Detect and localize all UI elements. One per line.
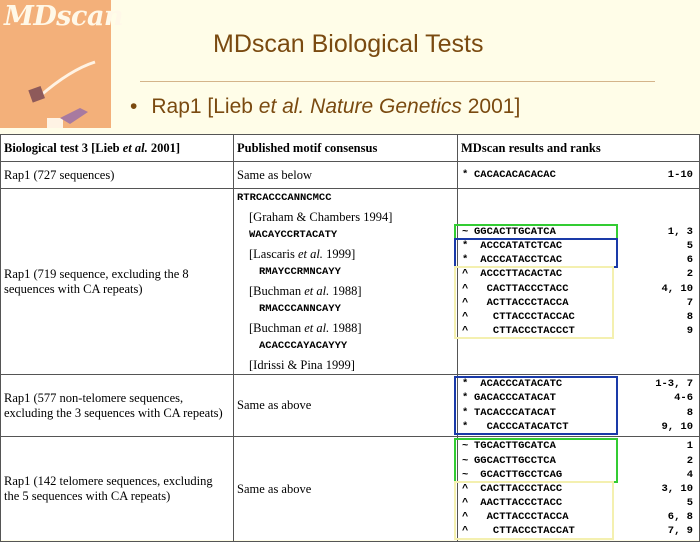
result-rank: 1-10 (667, 168, 693, 181)
result-rank: 5 (686, 239, 693, 252)
result-mark: ^ (462, 482, 469, 495)
result-sequence: ACCCTTACACTAC (474, 268, 563, 281)
result-rank: 1-3, 7 (655, 378, 693, 391)
header-mdscan-results: MDscan results and ranks (458, 135, 700, 162)
result-rank: 4, 10 (661, 282, 693, 295)
result-sequence: ACTTACCCTACCA (474, 296, 569, 309)
published-cell: Same as below (234, 162, 458, 189)
motif-consensus: WACAYCCRTACATY (249, 229, 338, 241)
result-rank: 6 (686, 254, 693, 267)
test-name-cell: Rap1 (577 non-telomere sequences, excluding the 3 sequences with CA repeats) (1, 375, 234, 437)
result-rank: 4-6 (674, 392, 693, 405)
motif-consensus: RMACCCANNCAYY (259, 303, 341, 315)
bullet-journal: Nature Genetics (310, 95, 462, 118)
result-mark: * (462, 406, 469, 419)
header-biological-test: Biological test 3 [Lieb et al. 2001] (1, 135, 234, 162)
result-rank: 7 (686, 296, 693, 309)
header-published-motif: Published motif consensus (234, 135, 458, 162)
result-mark: ^ (462, 282, 469, 295)
bullet-point (130, 95, 520, 119)
motif-reference: [Idrissi & Pina 1999] (249, 357, 355, 372)
result-sequence: CACCCATACATCT (474, 420, 569, 433)
result-rank: 2 (686, 454, 693, 467)
result-sequence: CACTTACCCTACC (474, 282, 569, 295)
published-cell: Same as above (234, 437, 458, 542)
result-sequence: GGCACTTGCATCA (474, 225, 556, 238)
result-sequence: CACTTACCCTACC (474, 482, 563, 495)
result-line (458, 454, 699, 468)
result-rank: 6, 8 (667, 511, 693, 524)
motif-consensus: RTRCACCCANNCMCC (237, 192, 332, 204)
table-row (1, 162, 700, 189)
table-row (1, 189, 700, 375)
title-divider (140, 81, 655, 82)
result-rank: 9, 10 (661, 420, 693, 433)
test-name-cell: Rap1 (142 telomere sequences, excluding the 5 sequences with CA repeats) (1, 437, 234, 542)
result-line (458, 310, 699, 324)
published-cell: Same as above (234, 375, 458, 437)
result-sequence: ACACCCATACATC (474, 378, 563, 391)
table-header-row (1, 135, 700, 162)
result-mark: ~ (462, 440, 469, 453)
result-line (458, 239, 699, 253)
result-mark: ^ (462, 511, 469, 524)
result-line (458, 510, 699, 524)
result-line (458, 420, 699, 434)
motif-reference: [Buchman et al. 1988] (249, 283, 362, 298)
bullet-etal: et al. (258, 95, 305, 118)
result-line (458, 377, 699, 391)
test-name-cell: Rap1 (727 sequences) (1, 162, 234, 189)
result-line (458, 225, 699, 239)
motif-reference: [Buchman et al. 1988] (249, 320, 362, 335)
result-mark: ~ (462, 454, 469, 467)
results-list (458, 168, 699, 182)
result-mark: * (462, 420, 469, 433)
results-cell (458, 375, 700, 437)
result-line (458, 253, 699, 267)
result-line (458, 439, 699, 453)
result-line (458, 482, 699, 496)
result-mark: ~ (462, 225, 469, 238)
result-sequence: CTTACCCTACCAC (474, 310, 575, 323)
result-mark: ^ (462, 296, 469, 309)
result-sequence: CACACACACACAC (474, 168, 556, 181)
result-sequence: TACACCCATACAT (474, 406, 556, 419)
result-line (458, 406, 699, 420)
result-sequence: ACCCATATCTCAC (474, 239, 563, 252)
results-list (458, 225, 699, 339)
result-rank: 1 (686, 440, 693, 453)
result-line (458, 496, 699, 510)
slide-title: MDscan Biological Tests (213, 30, 484, 58)
result-mark: * (462, 254, 469, 267)
result-sequence: GCACTTGCCTCAG (474, 468, 563, 481)
motif-reference: [Lascaris et al. 1999] (249, 246, 356, 261)
result-rank: 8 (686, 310, 693, 323)
result-line (458, 324, 699, 338)
table-row (1, 437, 700, 542)
result-sequence: CTTACCCTACCAT (474, 525, 575, 538)
result-rank: 7, 9 (667, 525, 693, 538)
result-line (458, 267, 699, 281)
bullet-prefix: Rap1 [Lieb (151, 95, 259, 118)
results-list (458, 377, 699, 434)
test-name-cell: Rap1 (719 sequence, excluding the 8 sequences with CA repeats) (1, 189, 234, 375)
table-row (1, 375, 700, 437)
result-mark: ^ (462, 325, 469, 338)
result-rank: 3, 10 (661, 482, 693, 495)
result-mark: * (462, 378, 469, 391)
result-line (458, 468, 699, 482)
result-line (458, 524, 699, 538)
result-mark: * (462, 168, 469, 181)
result-sequence: GACACCCATACAT (474, 392, 556, 405)
result-sequence: CTTACCCTACCCT (474, 325, 575, 338)
result-sequence: TGCACTTGCATCA (474, 440, 556, 453)
result-sequence: ACTTACCCTACCA (474, 511, 569, 524)
bullet-year: 2001] (461, 95, 521, 118)
results-cell (458, 189, 700, 375)
result-mark: * (462, 392, 469, 405)
result-rank: 5 (686, 497, 693, 510)
result-rank: 2 (686, 268, 693, 281)
bullet-dot-icon: • (130, 95, 138, 118)
motif-reference: [Graham & Chambers 1994] (249, 209, 393, 224)
result-line (458, 296, 699, 310)
result-rank: 8 (686, 406, 693, 419)
results-cell (458, 162, 700, 189)
results-cell (458, 437, 700, 542)
results-table (0, 134, 700, 542)
result-line (458, 282, 699, 296)
result-mark: ^ (462, 310, 469, 323)
result-mark: * (462, 239, 469, 252)
result-mark: ^ (462, 268, 469, 281)
result-rank: 1, 3 (667, 225, 693, 238)
result-rank: 9 (686, 325, 693, 338)
result-rank: 4 (686, 468, 693, 481)
result-line (458, 168, 699, 182)
logo-text: MDscan (4, 1, 124, 32)
results-table-container (0, 134, 699, 540)
result-line (458, 391, 699, 405)
result-sequence: ACCCATACCTCAC (474, 254, 563, 267)
result-sequence: GGCACTTGCCTCA (474, 454, 556, 467)
logo-panel (0, 0, 124, 128)
published-cell (234, 189, 458, 375)
result-mark: ~ (462, 468, 469, 481)
motif-consensus: ACACCCAYACAYYY (259, 340, 348, 352)
results-list (458, 439, 699, 538)
result-sequence: AACTTACCCTACC (474, 497, 563, 510)
result-mark: ^ (462, 525, 469, 538)
motif-consensus: RMAYCCRMNCAYY (259, 266, 341, 278)
result-mark: ^ (462, 497, 469, 510)
published-motif-list (237, 189, 454, 374)
